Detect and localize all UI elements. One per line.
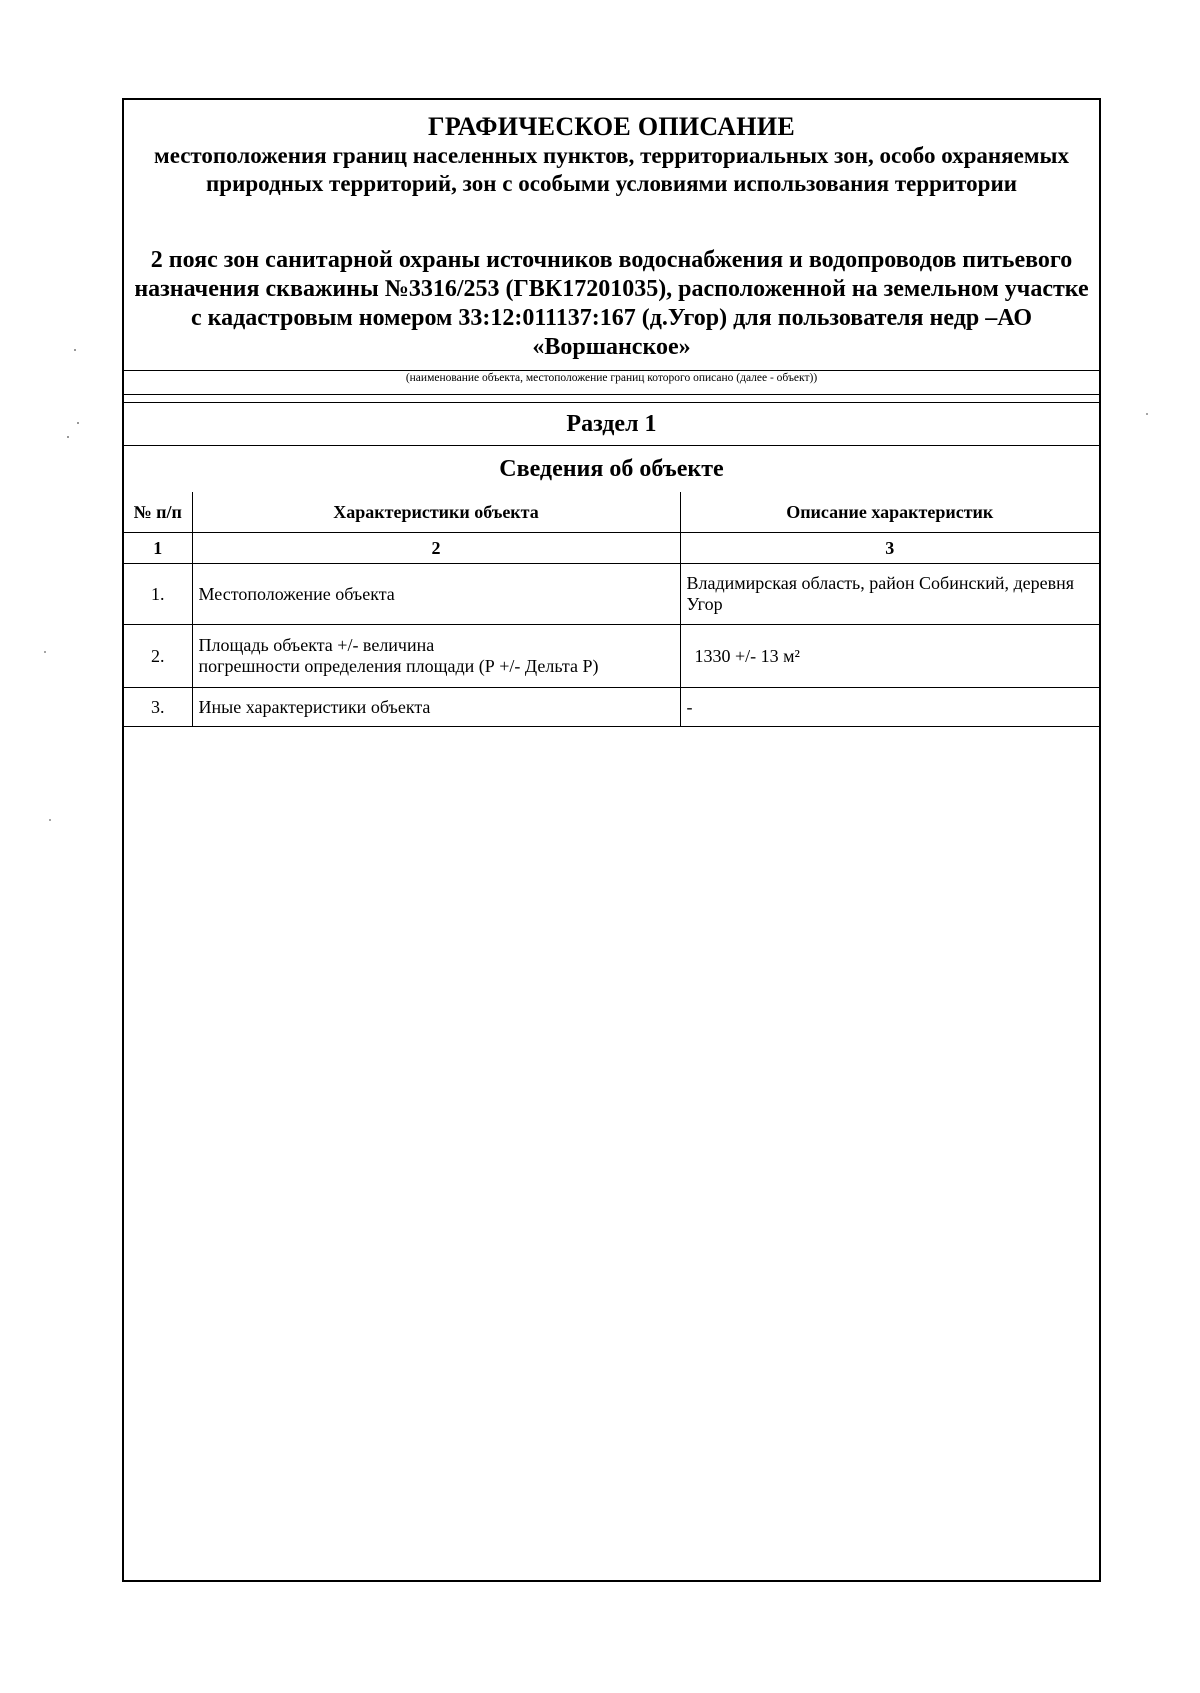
table-row — [124, 625, 1099, 688]
object-name: 2 пояс зон санитарной охраны источников водоснабжения и водопроводов питьевого назначения скважины №3316/253 (ГВК17201035), расположенной на земельном участке с кадастровым номером 33:12:011137:167 (д.Угор) для пользователя недр –АО «Воршанское» — [134, 247, 1089, 360]
document-sheet — [122, 98, 1101, 1582]
row-characteristic — [192, 625, 680, 688]
section-top-divider — [124, 402, 1099, 403]
document-title: ГРАФИЧЕСКОЕ ОПИСАНИЕ — [428, 112, 795, 141]
header-number: № п/п — [124, 492, 192, 533]
column-number-2: 2 — [192, 533, 680, 564]
object-caption: (наименование объекта, местоположение границ которого описано (далее - объект)) — [405, 372, 818, 384]
section-label: Раздел 1 — [566, 411, 657, 437]
row-description: 1330 +/- 13 м² — [680, 625, 1099, 688]
row-characteristic: Иные характеристики объекта — [192, 688, 680, 727]
document-header — [124, 100, 1099, 370]
row-number: 1. — [124, 564, 192, 625]
object-info-table — [124, 492, 1099, 727]
section-title: Сведения об объекте — [499, 456, 724, 482]
document-subtitle: местоположения границ населенных пунктов, территориальных зон, особо охраняемых природных территорий, зон с особыми условиями использования территории — [154, 143, 1069, 196]
row-number: 2. — [124, 625, 192, 688]
table-header-row — [124, 492, 1099, 533]
header-description: Описание характеристик — [680, 492, 1099, 533]
row-description: Владимирская область, район Собинский, деревня Угор — [680, 564, 1099, 625]
table-row — [124, 688, 1099, 727]
section-divider — [124, 445, 1099, 446]
column-number-1: 1 — [124, 533, 192, 564]
header-characteristic: Характеристики объекта — [192, 492, 680, 533]
table-row — [124, 564, 1099, 625]
column-number-row — [124, 533, 1099, 564]
caption-divider — [124, 394, 1099, 395]
row-description: - — [680, 688, 1099, 727]
row-characteristic: Местоположение объекта — [192, 564, 680, 625]
row-number: 3. — [124, 688, 192, 727]
column-number-3: 3 — [680, 533, 1099, 564]
row-characteristic-line-1: Площадь объекта +/- величина — [198, 635, 435, 655]
row-characteristic-line-2: погрешности определения площади (Р +/- Дельта Р) — [198, 656, 599, 676]
